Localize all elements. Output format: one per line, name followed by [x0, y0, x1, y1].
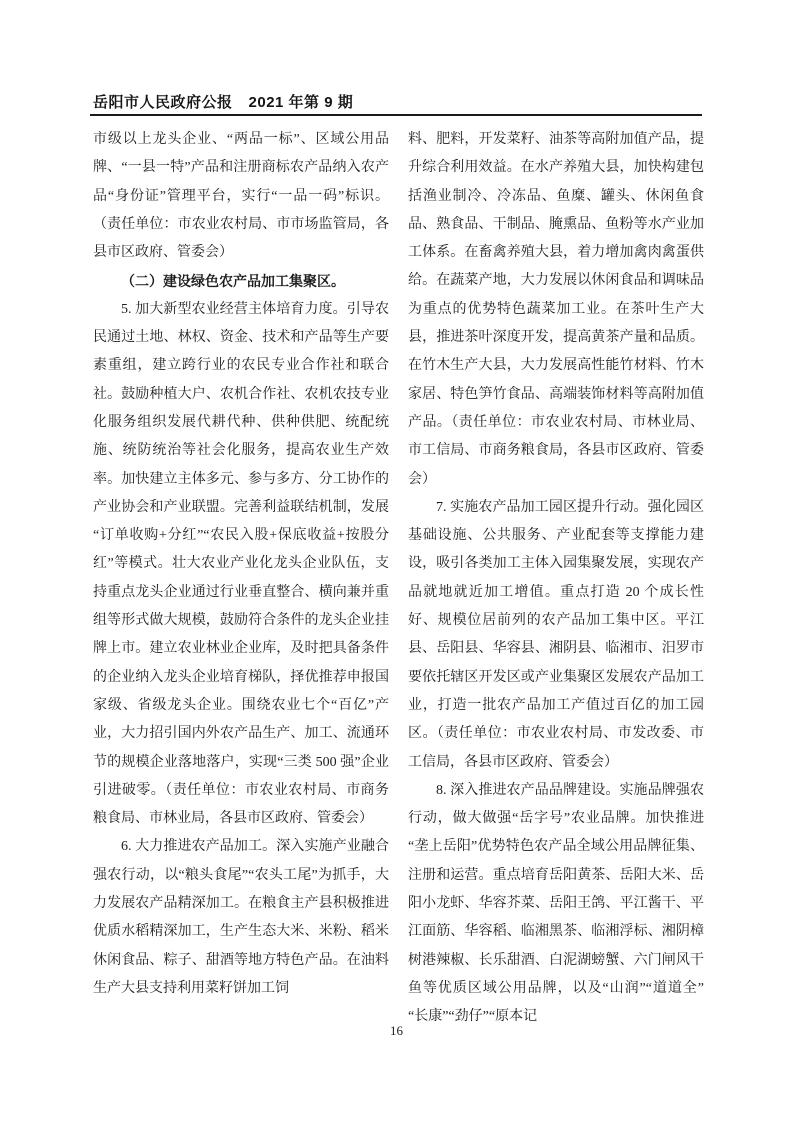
gazette-issue: 2021 年第 9 期 — [248, 94, 354, 111]
paragraph-continuation: 市级以上龙头企业、“两品一标”、区域公用品牌、“一县一特”产品和注册商标农产品纳入农产品“身份证”管理平台，实行“一品一码”标识。（责任单位：市农业农村局、市市场监管局，各县市区政府、管委会） — [93, 132, 389, 261]
paragraph-item-6-continuation: 料、肥料，开发菜籽、油茶等高附加值产品，提升综合利用效益。在水产养殖大县，加快构建包括渔业制冷、冷冻品、鱼糜、罐头、休闲鱼食品、熟食品、干制品、腌熏品、鱼粉等水产业加工体系。在畜禽养殖大县，着力增加禽肉禽蛋供给。在蔬菜产地，大力发展以休闲食品和调味品为重点的优势特色蔬菜加工业。在茶叶生产大县，推进茶叶深度开发，提高黄茶产量和品质。在竹木生产大县，大力发展高性能竹材料、竹木家居、特色笋竹食品、高端装饰材料等高附加值产品。（责任单位：市农业农村局、市林业局、市工信局、市商务粮食局，各县市区政府、管委会） — [408, 132, 704, 487]
paragraph-item-6: 6. 大力推进农产品加工。深入实施产业融合强农行动，以“粮头食尾”“农头工尾”为抓手，大力发展农产品精深加工。在粮食主产县积极推进优质水稻精深加工，生产生态大米、米粉、稻米休闲食品、粽子、甜酒等地方特色产品。在油料生产大县支持利用菜籽饼加工饲 — [93, 839, 389, 996]
gazette-title: 岳阳市人民政府公报 — [93, 94, 233, 111]
section-heading: （二）建设绿色农产品加工集聚区。 — [121, 273, 345, 290]
right-column — [408, 126, 704, 1032]
left-column — [93, 126, 389, 1032]
two-column-body — [93, 126, 704, 1032]
paragraph-item-5: 5. 加大新型农业经营主体培育力度。引导农民通过土地、林权、资金、技术和产品等生产要素重组，建立跨行业的农民专业合作社和联合社。鼓励种植大户、农机合作社、农机农技专业化服务组织发展代耕代种、供种供肥、统配统施、统防统治等社会化服务，提高农业生产效率。加快建立主体多元、参与多方、分工协作的产业协会和产业联盟。完善利益联结机制，发展“订单收购+分红”“农民入股+保底收益+按股分红”等模式。壮大农业产业化龙头企业队伍，支持重点龙头企业通过行业垂直整合、横向兼并重组等形式做大规模，鼓励符合条件的龙头企业挂牌上市。建立农业林业企业库，及时把具备条件的企业纳入龙头企业培育梯队，择优推荐申报国家级、省级龙头企业。围绕农业七个“百亿”产业，大力招引国内外农产品生产、加工、流通环节的规模企业落地落户，实现“三类 500 强”企业引进破零。（责任单位：市农业农村局、市商务粮食局、市林业局，各县市区政府、管委会） — [93, 301, 389, 827]
page-header — [93, 91, 705, 112]
paragraph-item-8: 8. 深入推进农产品品牌建设。实施品牌强农行动，做大做强“岳字号”农业品牌。加快推进“垄上岳阳”优势特色农产品全域公用品牌征集、注册和运营。重点培育岳阳黄茶、岳阳大米、岳阳小龙虾、华容芥菜、岳阳王鸽、平江酱干、平江面筋、华容稻、临湘黑茶、临湘浮标、湘阴樟树港辣椒、长乐甜酒、白泥湖螃蟹、六门闸风干鱼等优质区域公用品牌，以及“山润”“道道全”“长康”“劲仔”“原本记 — [408, 782, 704, 1025]
paragraph-item-7: 7. 实施农产品加工园区提升行动。强化园区基础设施、公共服务、产业配套等支撑能力建设，吸引各类加工主体入园集聚发展，实现农产品就地就近加工增值。重点打造 20 个成长性好、规模位居前列的农产品加工集中区。平江县、岳阳县、华容县、湘阴县、临湘市、汨罗市要依托辖区开发区或产业集聚区发展农产品加工业，打造一批农产品加工产值过百亿的加工园区。（责任单位：市农业农村局、市发改委、市工信局，各县市区政府、管委会） — [408, 499, 704, 770]
header-rule — [90, 114, 702, 116]
page-number: 16 — [390, 1023, 403, 1038]
